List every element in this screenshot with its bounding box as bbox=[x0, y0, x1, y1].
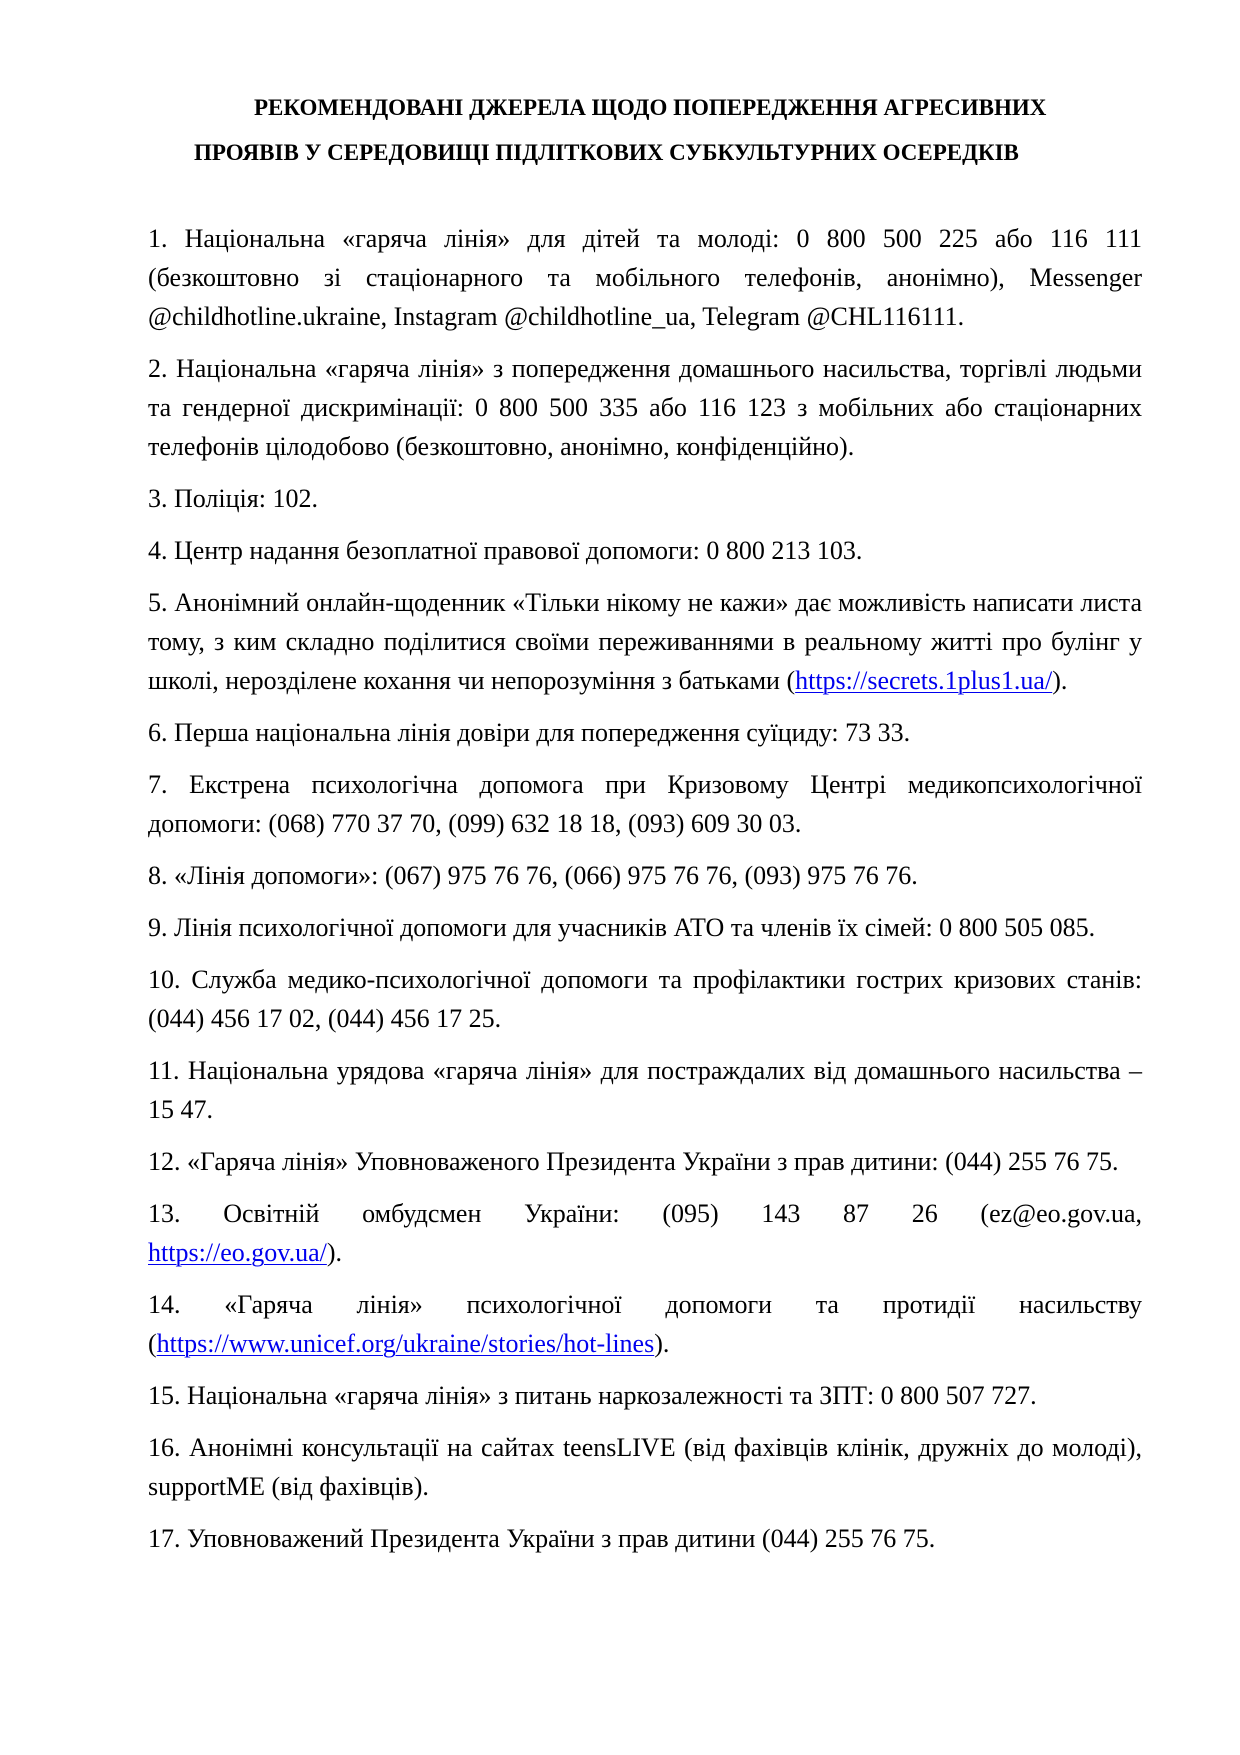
list-item-8: 8. «Лінія допомоги»: (067) 975 76 76, (066) 975 76 76, (093) 975 76 76. bbox=[148, 861, 918, 890]
list-item-3: 3. Поліція: 102. bbox=[148, 484, 318, 513]
list-item-13-end: ). bbox=[326, 1238, 343, 1267]
list-item-5-text: 5. Анонімний онлайн-щоденник «Тільки нікому не кажи» дає можливість написати листа тому, з ким складно поділитися своїми переживаннями в реальному житті про булінг у школі, нерозділене кохання чи непорозуміння з батьками ( bbox=[148, 588, 1142, 695]
resource-list bbox=[148, 219, 1142, 1558]
list-item-2: 2. Національна «гаряча лінія» з попередження домашнього насильства, торгівлі людьми та гендерної дискримінації: 0 800 500 335 або 116 123 з мобільних або стаціонарних телефонів цілодобово (безкоштовно, анонімно, конфіденційно). bbox=[148, 354, 1142, 461]
list-item-14 bbox=[148, 1285, 1142, 1363]
list-item-9: 9. Лінія психологічної допомоги для учасників АТО та членів їх сімей: 0 800 505 085. bbox=[148, 913, 1096, 942]
list-item-14-end: ). bbox=[654, 1329, 670, 1358]
secrets-link[interactable]: https://secrets.1plus1.ua/ bbox=[795, 666, 1053, 695]
list-item-12: 12. «Гаряча лінія» Уповноваженого Президента України з прав дитини: (044) 255 76 75. bbox=[148, 1147, 1119, 1176]
list-item-7: 7. Екстрена психологічна допомога при Кризовому Центрі медикопсихологічної допомоги: (068) 770 37 70, (099) 632 18 18, (093) 609 30 03. bbox=[148, 770, 1142, 838]
list-item-11: 11. Національна урядова «гаряча лінія» для постраждалих від домашнього насильства – 15 47. bbox=[148, 1056, 1142, 1124]
list-item-1: 1. Національна «гаряча лінія» для дітей та молоді: 0 800 500 225 або 116 111 (безкоштовно зі стаціонарного та мобільного телефонів, анонімно), Messenger @childhotline.ukraine, Instagram @childhotline_ua, Telegram @CHL116111. bbox=[148, 224, 1142, 331]
title-line-1: РЕКОМЕНДОВАНІ ДЖЕРЕЛА ЩОДО ПОПЕРЕДЖЕННЯ АГРЕСИВНИХ bbox=[254, 95, 1047, 120]
list-item-6: 6. Перша національна лінія довіри для попередження суїциду: 73 33. bbox=[148, 718, 911, 747]
list-item-4: 4. Центр надання безоплатної правової допомоги: 0 800 213 103. bbox=[148, 536, 863, 565]
list-item-5-end: ). bbox=[1052, 666, 1068, 695]
unicef-link[interactable]: https://www.unicef.org/ukraine/stories/hot-lines bbox=[156, 1329, 655, 1358]
list-item-13 bbox=[148, 1194, 1142, 1272]
list-item-13-line: 13. Освітній омбудсмен України: (095) 143 87 26 (ez@eo.gov.ua, bbox=[148, 1199, 1142, 1228]
list-item-16: 16. Анонімні консультації на сайтах teensLIVE (від фахівців клінік, дружніх до молоді), supportME (від фахівців). bbox=[148, 1433, 1142, 1501]
list-item-17: 17. Уповноважений Президента України з прав дитини (044) 255 76 75. bbox=[148, 1524, 936, 1553]
list-item-15: 15. Національна «гаряча лінія» з питань наркозалежності та ЗПТ: 0 800 507 727. bbox=[148, 1381, 1037, 1410]
list-item-5 bbox=[148, 583, 1142, 700]
eo-gov-link[interactable]: https://eo.gov.ua/ bbox=[148, 1238, 327, 1267]
title-line-2: ПРОЯВІВ У СЕРЕДОВИЩІ ПІДЛІТКОВИХ СУБКУЛЬТУРНИХ ОСЕРЕДКІВ bbox=[194, 140, 1019, 165]
document-title bbox=[150, 85, 1140, 175]
list-item-14-text: 14. «Гаряча лінія» психологічної допомоги та протидії насильству ( bbox=[148, 1290, 1142, 1358]
list-item-10: 10. Служба медико-психологічної допомоги та профілактики гострих кризових станів: (044) 456 17 02, (044) 456 17 25. bbox=[148, 965, 1142, 1033]
